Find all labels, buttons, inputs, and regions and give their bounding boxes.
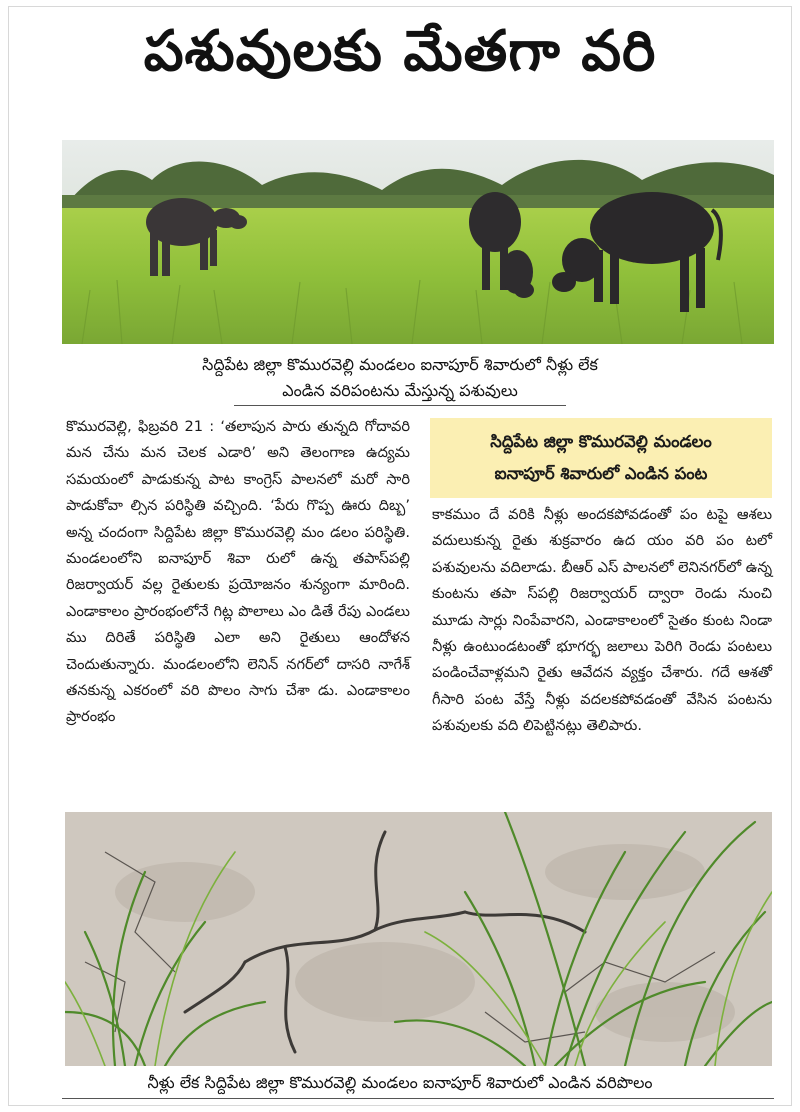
- photo1-caption-line1: సిద్దిపేట జిల్లా కొమురవెల్లి మండలం ఐనాపూర్ శివారులో నీళ్లు లేక: [202, 355, 598, 374]
- caption-divider: [234, 405, 566, 406]
- article-column-right: కాకముం దే వరికి నీళ్లు అందకపోవడంతో పం టపై ఆశలు వదులుకున్న రైతు శుక్రవారం ఉద యం వరి పం టలో పశువులను వదిలాడు. బీఆర్ ఎస్ పాలనలో లెనిన‌గర్‌లో ఉన్న కుంటను తపా స్‌పల్లి రిజర్వాయర్ ద్వారా రెండు నుంచి మూడు సార్లు నింపేవారని, ఎండాకాలంలో సైతం కుంట నిండా నీళ్లు ఉంటుండటంతో భూగర్భ జలాలు పెరిగి రెండు పంటలు పండించేవాళ్లమని రైతు ఆవేదన వ్యక్తం చేశారు. గదే ఆశతో గీసారి పంట వేస్తే నీళ్లు వదలకపోవడంతో వేసిన పంటను పశువులకు వది లిపెట్టినట్లు తెలిపారు.: [432, 506, 773, 735]
- buffalo-photo-illustration: [62, 140, 774, 344]
- bottom-rule: [62, 1098, 774, 1099]
- headline: పశువులకు మేతగా వరి: [143, 19, 657, 84]
- photo1-caption: [140, 352, 660, 404]
- photo2-caption: నీళ్లు లేక సిద్దిపేట జిల్లా కొమురవెల్లి మండలం ఐనాపూర్ శివారులో ఎండిన వరిపొలం: [147, 1073, 653, 1092]
- dry-field-photo: [65, 812, 772, 1066]
- dry-field-illustration: [65, 812, 772, 1066]
- highlight-line2: ఐనాపూర్ శివారులో ఎండిన పంట: [494, 464, 708, 483]
- buffalo-grazing-photo: [62, 140, 774, 344]
- highlight-box: [430, 418, 772, 498]
- article-column-left: కొమురవెల్లి, ఫిబ్రవరి 21 : ‘తలాపున పారు తున్నది గోదావరి మన చేను మన చెలక ఎడారి’ అని తెలంగాణ ఉద్యమ సమయంలో పాడుకున్న పాట కాంగ్రెస్ పాలనలో మరో సారి పాడుకోవా ల్సిన పరిస్థితి వచ్చింది. ‘పేరు గొప్ప ఊరు దిబ్బ’ అన్న చందంగా సిద్దిపేట జిల్లా కొమురవెల్లి మం డలం పరిస్థితి. మండలంలోని ఐనాపూర్ శివా రులో ఉన్న తపాస్‌పల్లి రిజర్వాయర్ వల్ల రైతులకు ప్రయోజనం శున్యంగా మారింది. ఎండాకాలం ప్రారంభంలోనే గిట్ల పొలాలు ఎం డితే రేపు ఎండలు ము దిరితే పరిస్థితి ఎలా అని రైతులు ఆందోళన చెందుతున్నారు. మండలంలోని లెనిన్ నగర్‌లో దాసరి నాగేశ్ తనకున్న ఎకరంలో వరి పొలం సాగు చేశా డు. ఎండాకాలం ప్రారంభం: [66, 418, 410, 726]
- highlight-line1: సిద్దిపేట జిల్లా కొమురవెల్లి మండలం: [490, 432, 712, 451]
- photo1-caption-line2: ఎండిన వరిపంటను మేస్తున్న పశువులు: [282, 381, 518, 400]
